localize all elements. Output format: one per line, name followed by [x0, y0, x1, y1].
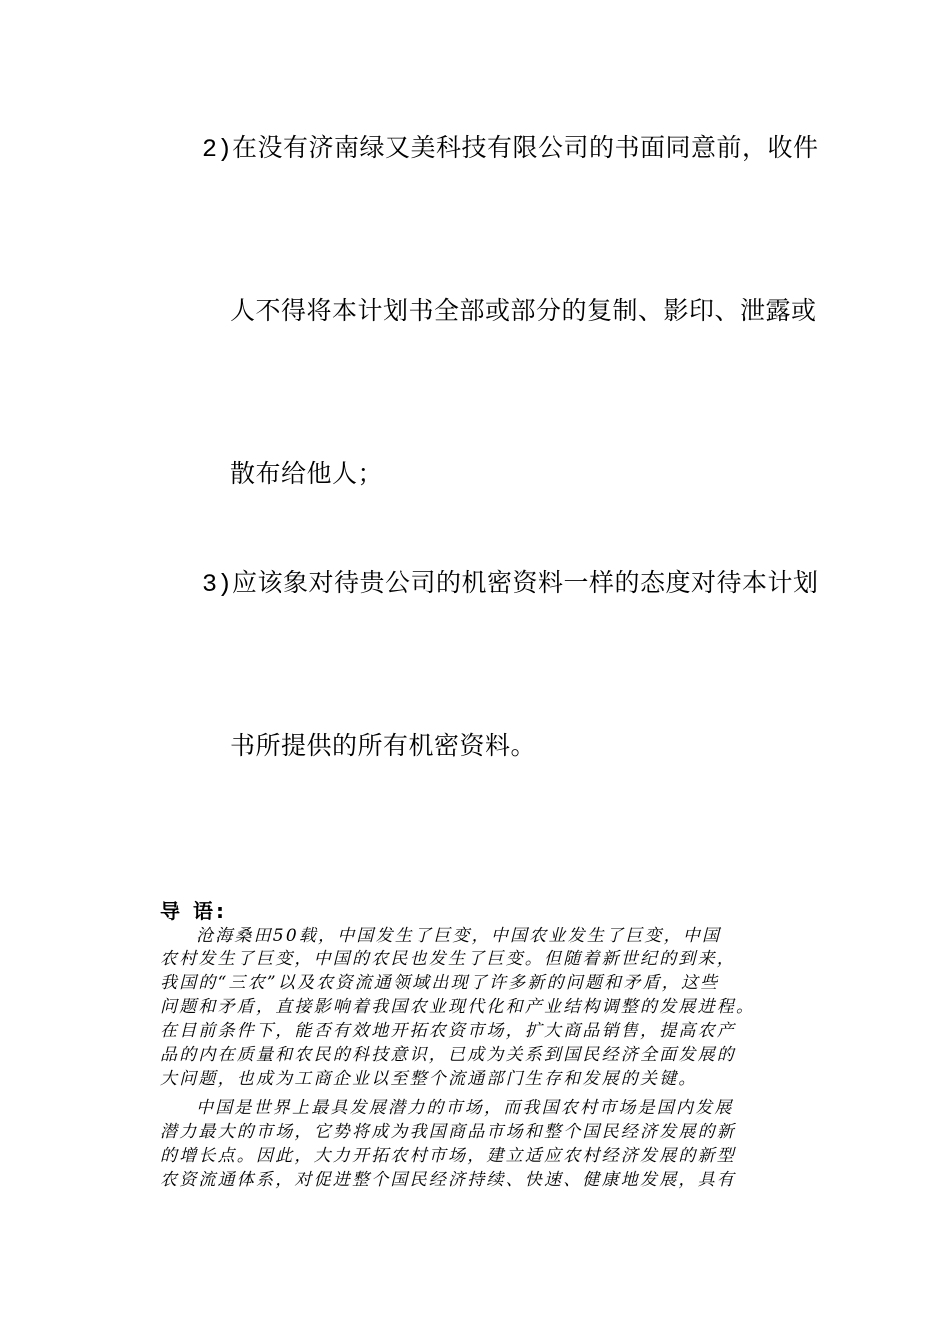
item-2-line-3: 散布给他人； [230, 459, 384, 488]
intro-paragraph-line: 在目前条件下，能否有效地开拓农资市场，扩大商品销售，提高农产 [160, 1021, 736, 1041]
item-2-number: 2) [202, 135, 233, 164]
intro-paragraph-line: 潜力最大的市场，它势将成为我国商品市场和整个国民经济发展的新 [160, 1122, 736, 1142]
intro-paragraph-line: 的增长点。因此，大力开拓农村市场，建立适应农村经济发展的新型 [160, 1146, 736, 1166]
item-3-line-2: 书所提供的所有机密资料。 [230, 731, 537, 760]
intro-paragraph-line: 沧海桑田50载，中国发生了巨变，中国农业发生了巨变，中国 [196, 926, 722, 946]
item-3-text-line-1: 应该象对待贵公司的机密资料一样的态度对待本计划 [232, 568, 819, 597]
intro-paragraph-line: 农资流通体系，对促进整个国民经济持续、快速、健康地发展，具有 [160, 1170, 736, 1190]
item-2-text-line-1: 在没有济南绿又美科技有限公司的书面同意前，收件 [232, 133, 819, 162]
item-3-number: 3) [202, 570, 233, 599]
intro-paragraph-line: 问题和矛盾，直接影响着我国农业现代化和产业结构调整的发展进程。 [160, 997, 756, 1017]
intro-paragraph-line: 品的内在质量和农民的科技意识，已成为关系到国民经济全面发展的 [160, 1045, 736, 1065]
item-2-line-1 [202, 133, 819, 165]
intro-heading: 导 语: [160, 899, 227, 923]
intro-paragraph-line: 农村发生了巨变，中国的农民也发生了巨变。但随着新世纪的到来， [160, 949, 736, 969]
intro-paragraph-line: 中国是世界上最具发展潜力的市场，而我国农村市场是国内发展 [196, 1098, 734, 1118]
intro-paragraph-line: 大问题，也成为工商企业以至整个流通部门生存和发展的关键。 [160, 1069, 698, 1089]
item-2-line-2: 人不得将本计划书全部或部分的复制、影印、泄露或 [230, 296, 817, 325]
item-3-line-1 [202, 568, 819, 600]
intro-paragraph-line: 我国的“三农”以及农资流通领域出现了许多新的问题和矛盾，这些 [160, 973, 720, 993]
